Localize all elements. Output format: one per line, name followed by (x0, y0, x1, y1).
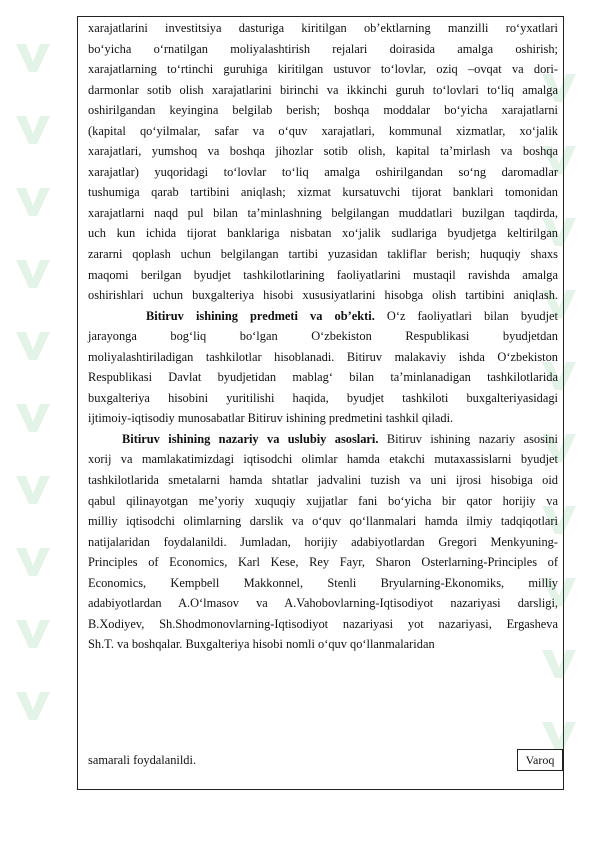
page-label-box: Varoq (517, 749, 563, 771)
section-asoslar-line: qabul qilinayotgan me’yoriy xuquqiy xujjatlar fani bo‘yicha bir qator horijiy va (88, 493, 558, 508)
section-asoslar-line: B.Xodiyev, Sh.Shodmonovlarning-Iqtisodiyot nazariyasi yot nazariyasi, Ergasheva (88, 616, 558, 631)
watermark-logo-icon (14, 616, 52, 650)
section-asoslar-line: Principles of Economics, Karl Kese, Rey Fayr, Sharon Osterlarning-Principles of (88, 555, 558, 570)
section-predmet-paragraph (88, 326, 558, 429)
section-predmet-line: buxgalteriya hisobini yuritilishi haqida, byudjet tashkiloti buxgalteriyasidagi (88, 390, 558, 405)
body-line: tushumiga qarab tartibini aniqlash; xizmat kursatuvchi tijorat banklari tomonidan (88, 185, 558, 200)
body-line: oshirishlari uchun buxgalteriya hisobi xususiyatlarini hisobga olish tartibini aniqlash. (88, 288, 558, 303)
section-asoslar-line: Economics, Kempbell Makkonnel, Stenli Bryularning-Ekonomiks, milliy (88, 575, 558, 590)
body-line: bo‘yicha o‘rnatilgan moliyalashtirish rejalari doirasida amalga oshirish; (88, 41, 558, 56)
section-asoslar-line: adabiyotlardan A.O‘lmasov va A.Vahobovlarning-Iqtisodiyot nazariyasi darsligi, (88, 596, 558, 611)
section-predmet-line: moliyalashtiriladigan tashkilotlar hisoblanadi. Bitiruv malakaviy ishda O‘zbekiston (88, 349, 558, 364)
paragraph-continuation (88, 18, 558, 306)
body-line: uch kun ichida tijorat banklariga nisbatan xo‘jalik sudlariga byudjetga keltirilgan (88, 226, 558, 241)
section-asoslar-heading: Bitiruv ishining nazariy va uslubiy asoslari. (122, 431, 379, 446)
section-asoslar-line: natijalaridan foydalanildi. Jumladan, horijiy adabiyotlardan Gregori Menkyuning- (88, 534, 558, 549)
body-line: xarajatlarning to‘rtinchi guruhiga kiritilgan ustuvor to‘lovlar, oziq –ovqat va dori- (88, 62, 558, 77)
section-predmet-line: jarayonga bog‘liq bo‘lgan O‘zbekiston Respublikasi byudjetdan (88, 329, 558, 344)
watermark-left (4, 40, 64, 800)
body-line: darmonlar sotib olish xarajatlarini birinchi va ikkinchi guruh to‘lovlari to‘liq amalga (88, 82, 558, 97)
document-body (88, 18, 558, 655)
footer-text: samarali foydalanildi. (88, 753, 197, 767)
section-predmet-first-text: O‘z faoliyatlari bilan byudjet (374, 308, 558, 323)
section-asoslar-first-text: Bitiruv ishining nazariy asosini (378, 431, 559, 446)
section-asoslar-first-line (88, 429, 558, 450)
body-line: (kapital qo‘yilmalar, safar va o‘quv xarajatlari, kommunal xizmatlar, xo‘jalik (88, 123, 558, 138)
watermark-logo-icon (14, 112, 52, 146)
body-line: xarajatlar) yuqoridagi to‘lovlar to‘liq amalga oshirilgandan so‘ng daromadlar (88, 164, 558, 179)
section-predmet-first-line (88, 306, 558, 327)
body-line: zararni qoplash uchun belgilangan tartibi yuzasidan takliflar berish; huquqiy shaxs (88, 247, 558, 262)
watermark-logo-icon (14, 688, 52, 722)
body-line: xarajatlarini investitsiya dasturiga kiritilgan ob’ektlarning manzilli ro‘yxatlari (88, 21, 558, 35)
section-asoslar-line: tashkilotlarida smetalarni hamda shtatlar jadvalini tuzish va uni ijrosi hisobiga oid (88, 473, 558, 488)
watermark-logo-icon (14, 256, 52, 290)
section-predmet-line: Respublikasi Davlat byudjetidan mablag‘ bilan ta’minlanadigan tashkilotlarida (88, 370, 558, 385)
body-line: maqomi berilgan byudjet tashkilotlarining faoliyatlarini mustaqil ravishda amalga (88, 267, 558, 282)
watermark-logo-icon (14, 328, 52, 362)
section-asoslar-paragraph (88, 449, 558, 654)
watermark-logo-icon (14, 400, 52, 434)
body-line: xarajatlarni naqd pul bilan ta’minlashning belgilangan muddatlari buzilgan taqdirda, (88, 205, 558, 220)
section-asoslar-line: milliy iqtisodchi olimlarning darslik va o‘quv qo‘llanmalari hamda ilmiy tadqiqotlari (88, 514, 558, 529)
watermark-logo-icon (14, 544, 52, 578)
section-predmet-heading: Bitiruv ishining predmeti va ob’ekti. (146, 308, 375, 323)
section-asoslar-line: xorij va mamlakatimizdagi iqtisodchi olimlar hamda etakchi mutaxassislarni byudjet (88, 452, 558, 467)
watermark-logo-icon (14, 40, 52, 74)
section-predmet-line: ijtimoiy-iqtisodiy munosabatlar Bitiruv ishining predmetini tashkil qiladi. (88, 411, 454, 426)
watermark-logo-icon (14, 184, 52, 218)
section-asoslar-line: Sh.T. va boshqalar. Buxgalteriya hisobi nomli o‘quv qo‘llanmalaridan (88, 637, 435, 652)
watermark-logo-icon (14, 472, 52, 506)
body-line: oshirilgandan keyingina belgilab berish; boshqa moddalar bo‘yicha xarajatlarni (88, 103, 558, 118)
body-line: xarajatlari, yumshoq va boshqa jihozlar sotib olish, kapital ta’mirlash va boshqa (88, 144, 558, 159)
watermark-logo-icon (540, 718, 578, 752)
